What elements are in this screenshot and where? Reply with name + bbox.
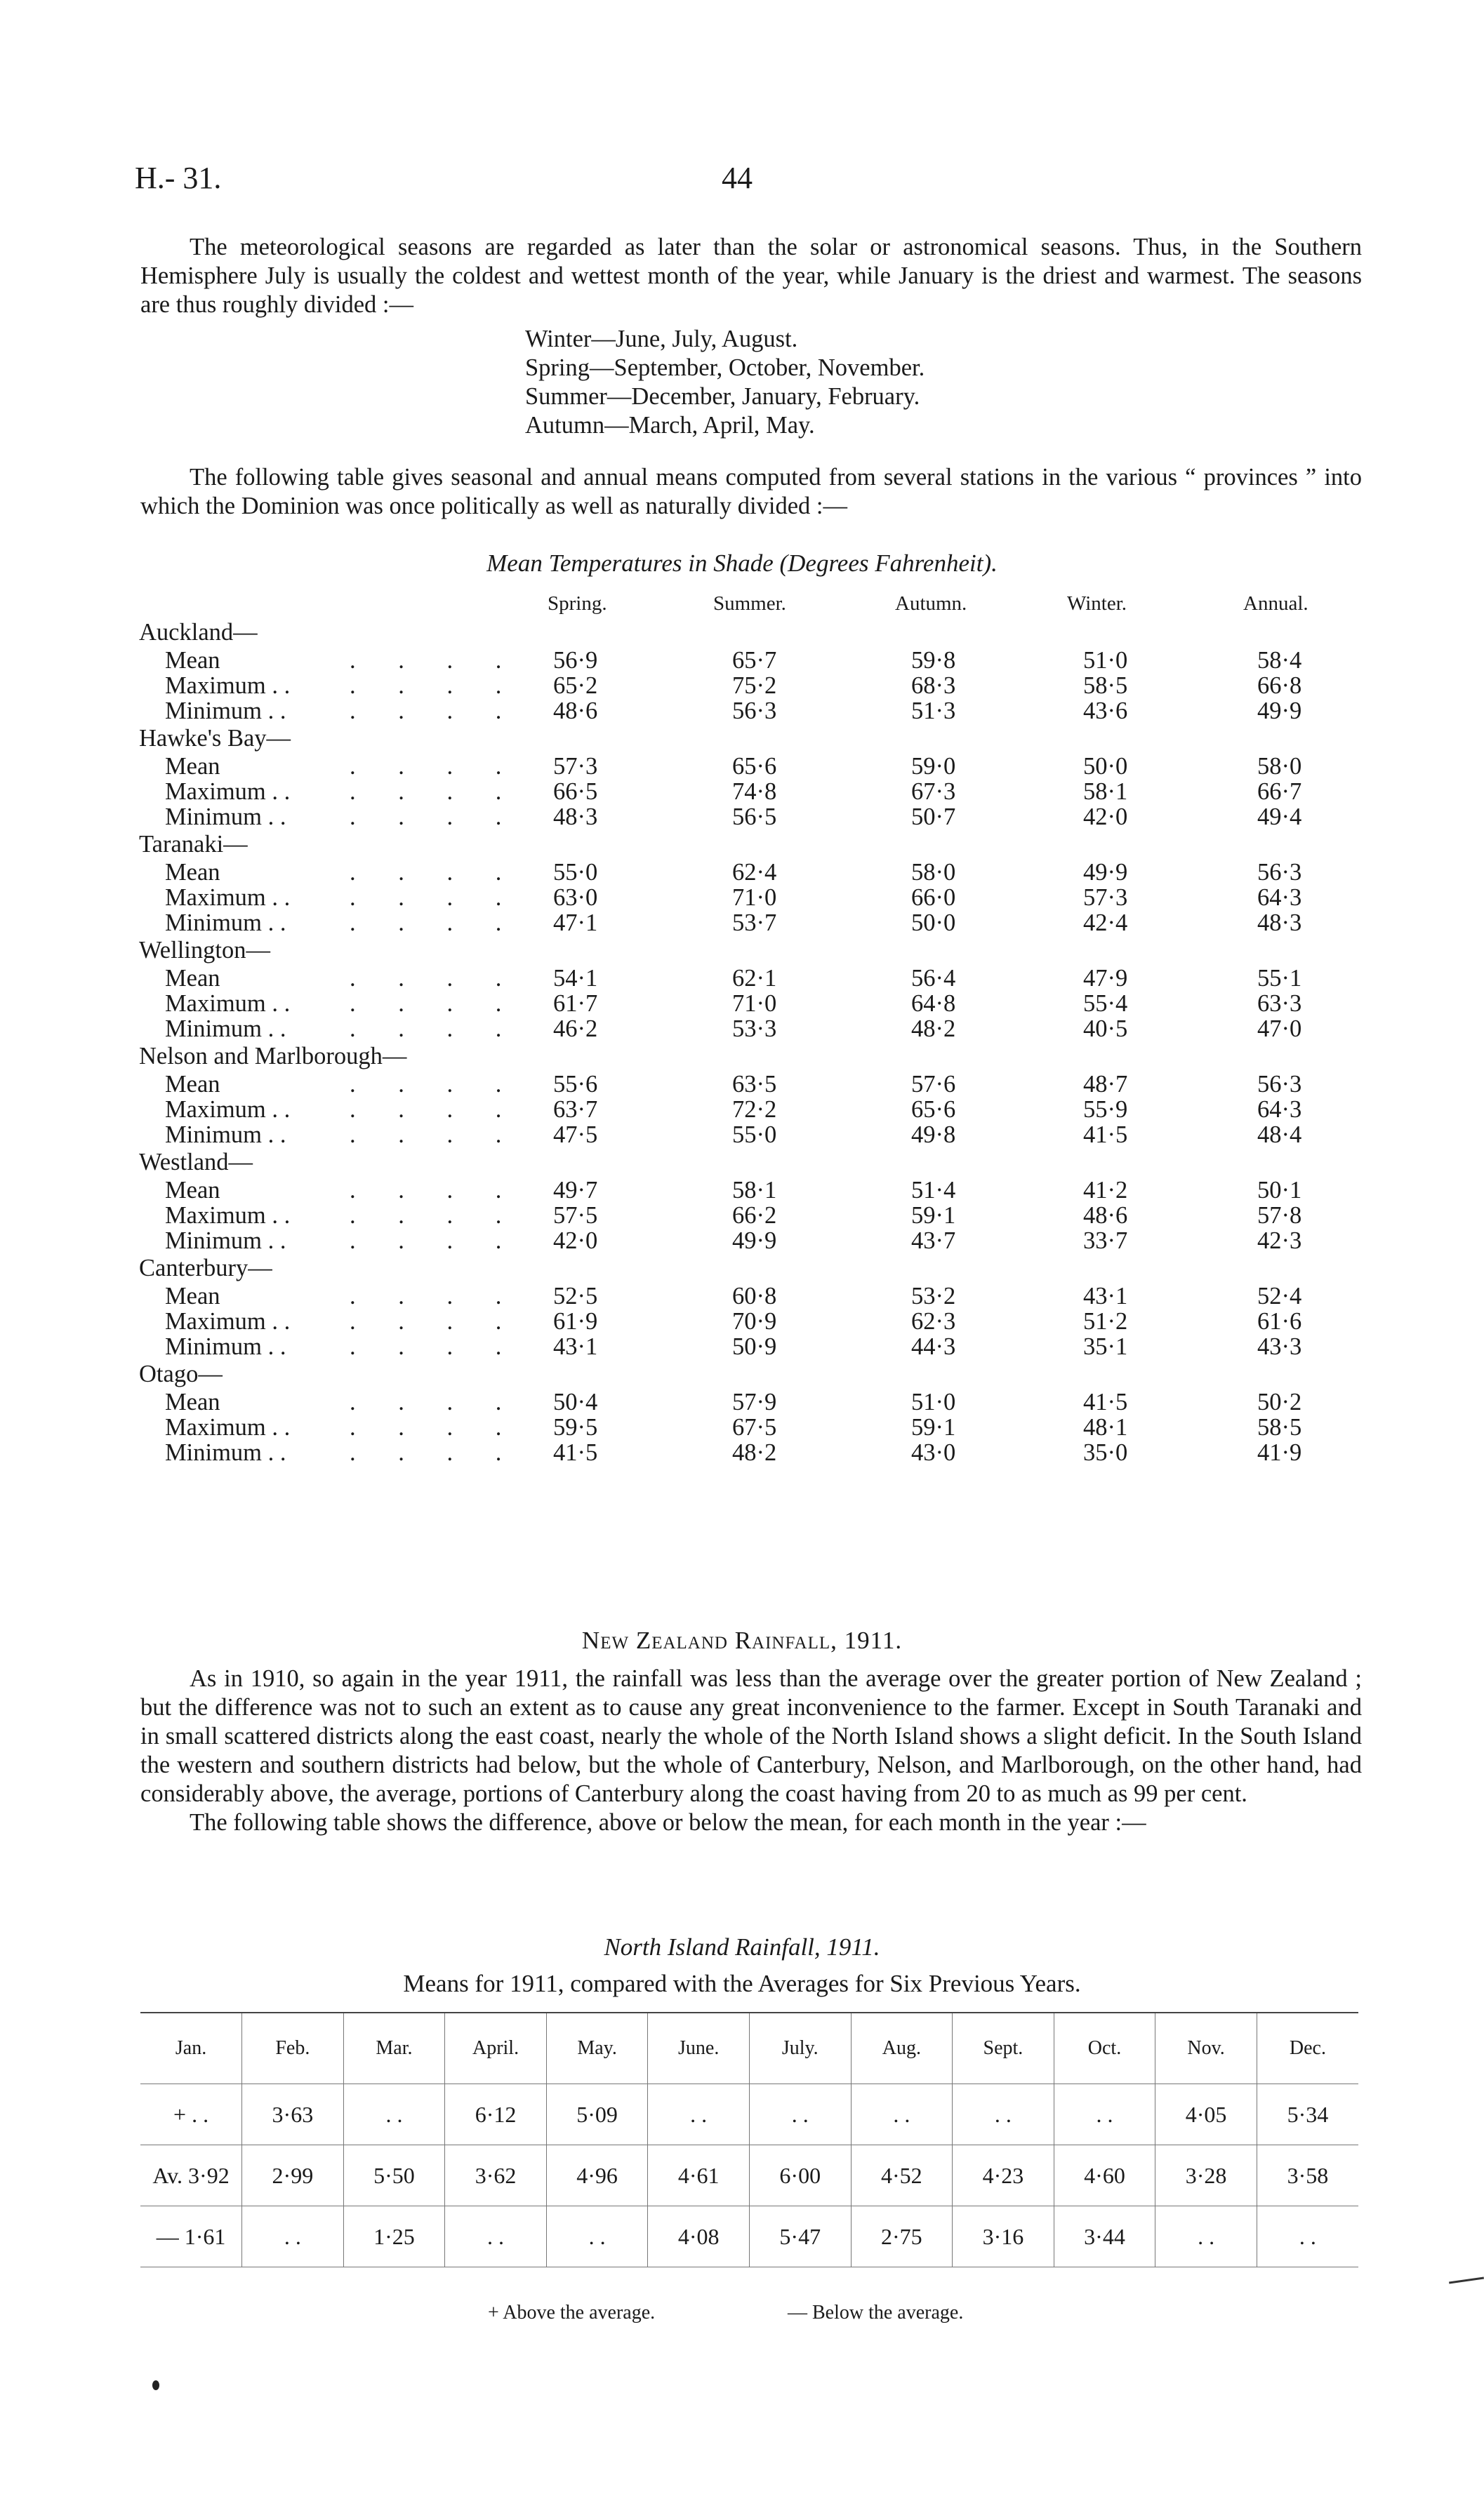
temperature-value: 53·2 — [911, 1283, 956, 1309]
row-label: Minimum . . — [165, 1439, 286, 1466]
temperature-value: 52·5 — [553, 1283, 598, 1309]
month-header: Aug. — [851, 2013, 953, 2084]
temperature-value: 57·9 — [732, 1389, 777, 1415]
region-name: Hawke's Bay— — [139, 725, 291, 752]
leader-dots: . . . . — [350, 909, 520, 936]
temperature-value: 46·2 — [553, 1015, 598, 1042]
col-annual: Annual. — [1243, 592, 1309, 615]
region-name: Otago— — [139, 1361, 223, 1387]
temperature-value: 47·1 — [553, 909, 598, 936]
temperature-table — [139, 589, 1374, 1465]
rain-table-subtitle: Means for 1911, compared with the Averages for Six Previous Years. — [403, 1970, 1081, 1997]
rainfall-value: . . — [343, 2084, 445, 2145]
rainfall-value: . . — [445, 2206, 547, 2267]
temperature-value: 56·3 — [1257, 859, 1302, 886]
temperature-value: 57·3 — [1083, 884, 1128, 911]
rainfall-value: 3·62 — [445, 2145, 547, 2206]
temperature-value: 51·3 — [911, 698, 956, 724]
region-name: Nelson and Marlborough— — [139, 1043, 407, 1069]
table-row — [139, 754, 1374, 779]
month-header: April. — [445, 2013, 547, 2084]
leader-dots: . . . . — [350, 1096, 520, 1123]
season-list — [525, 325, 925, 440]
temperature-value: 53·7 — [732, 909, 777, 936]
row-label: Maximum . . — [165, 1308, 291, 1335]
rainfall-value: 2·99 — [242, 2145, 344, 2206]
rainfall-value: . . — [648, 2084, 750, 2145]
temperature-value: 55·6 — [553, 1071, 598, 1098]
table-row — [139, 1072, 1374, 1097]
temperature-value: 50·0 — [911, 909, 956, 936]
table-row — [139, 673, 1374, 698]
region-name: Wellington— — [139, 937, 270, 964]
table-row — [139, 1440, 1374, 1465]
temperature-value: 63·3 — [1257, 990, 1302, 1017]
leader-dots: . . . . — [350, 990, 520, 1017]
leader-dots: . . . . — [350, 672, 520, 699]
temperature-value: 56·9 — [553, 647, 598, 674]
leader-dots: . . . . — [350, 884, 520, 911]
temperature-value: 48·2 — [732, 1439, 777, 1466]
rainfall-text: As in 1910, so again in the year 1911, the rainfall was less than the average over the greater portion of New Zealand ; but the difference was not to such an extent as to cause any great inconvenience to the farmer. Except in South Taranaki and in small scattered districts along the east coast, nearly the whole of the North Island shows a slight deficit. In the South Island the western and southern districts had below, but the whole of Canterbury, Nelson, and Marlborough, on the other hand, had considerably above, the average, portions of Canterbury along the coast having from 20 to as much as 99 per cent. — [140, 1665, 1362, 1807]
temperature-value: 57·5 — [553, 1202, 598, 1229]
region-name: Auckland— — [139, 619, 258, 646]
temperature-value: 65·6 — [732, 753, 777, 780]
page-number: 44 — [722, 161, 753, 195]
rainfall-value: 3·16 — [953, 2206, 1054, 2267]
leader-dots: . . . . — [350, 647, 520, 674]
temperature-value: 63·0 — [553, 884, 598, 911]
temperature-value: 65·6 — [911, 1096, 956, 1123]
rainfall-paragraph — [140, 1665, 1362, 1837]
temperature-value: 41·5 — [1083, 1389, 1128, 1415]
leader-dots: . . . . — [350, 1389, 520, 1415]
table-row — [139, 885, 1374, 910]
row-label: Minimum . . — [165, 1121, 286, 1148]
temperature-value: 61·6 — [1257, 1308, 1302, 1335]
rainfall-value: 4·60 — [1054, 2145, 1155, 2206]
temperature-value: 66·8 — [1257, 672, 1302, 699]
rainfall-value: 1·25 — [343, 2206, 445, 2267]
leader-dots: . . . . — [350, 1439, 520, 1466]
rainfall-value: 6·00 — [749, 2145, 851, 2206]
rainfall-value: 4·23 — [953, 2145, 1054, 2206]
rainfall-value: 5·09 — [546, 2084, 648, 2145]
table-row — [139, 1309, 1374, 1334]
table-row — [139, 779, 1374, 804]
temperature-value: 41·5 — [1083, 1121, 1128, 1148]
table-row — [139, 966, 1374, 991]
temperature-value: 48·4 — [1257, 1121, 1302, 1148]
season-winter: Winter—June, July, August. — [525, 326, 798, 352]
temperature-value: 48·6 — [553, 698, 598, 724]
rainfall-value: 5·50 — [343, 2145, 445, 2206]
month-header: June. — [648, 2013, 750, 2084]
temperature-value: 66·7 — [1257, 778, 1302, 805]
temperature-value: 72·2 — [732, 1096, 777, 1123]
temperature-value: 47·0 — [1257, 1015, 1302, 1042]
row-label: Maximum . . — [165, 778, 291, 805]
temperature-value: 64·8 — [911, 990, 956, 1017]
rainfall-value: 4·52 — [851, 2145, 953, 2206]
season-spring: Spring—September, October, November. — [525, 354, 925, 381]
legend-above: + Above the average. — [488, 2302, 656, 2324]
temperature-value: 43·0 — [911, 1439, 956, 1466]
temperature-value: 57·8 — [1257, 1202, 1302, 1229]
row-label: Mean — [165, 1283, 220, 1309]
temperature-value: 71·0 — [732, 990, 777, 1017]
intro-text: The meteorological seasons are regarded as later than the solar or astronomical seasons. Thus, in the Southern Hemisphere July is usually the coldest and wettest month of the year, while January is the driest and warmest. The seasons are thus roughly divided :— — [140, 234, 1362, 318]
temperature-value: 66·5 — [553, 778, 598, 805]
legend-below: — Below the average. — [788, 2302, 964, 2324]
temperature-value: 43·1 — [1083, 1283, 1128, 1309]
month-header: Oct. — [1054, 2013, 1155, 2084]
temperature-value: 55·0 — [553, 859, 598, 886]
region-name: Westland— — [139, 1149, 253, 1175]
row-label: Minimum . . — [165, 804, 286, 830]
temperature-value: 75·2 — [732, 672, 777, 699]
region-name: Taranaki— — [139, 831, 248, 858]
rainfall-value: 3·58 — [1257, 2145, 1358, 2206]
temperature-value: 63·7 — [553, 1096, 598, 1123]
temperature-value: 48·1 — [1083, 1414, 1128, 1441]
table-row — [139, 1178, 1374, 1203]
temperature-value: 51·2 — [1083, 1308, 1128, 1335]
month-header: Mar. — [343, 2013, 445, 2084]
temperature-value: 65·2 — [553, 672, 598, 699]
temperature-value: 58·1 — [732, 1177, 777, 1204]
row-label: Mean — [165, 859, 220, 886]
temperature-value: 47·9 — [1083, 965, 1128, 992]
row-label: Minimum . . — [165, 1015, 286, 1042]
leader-dots: . . . . — [350, 698, 520, 724]
temperature-value: 48·6 — [1083, 1202, 1128, 1229]
temperature-value: 66·2 — [732, 1202, 777, 1229]
row-label: Mean — [165, 1071, 220, 1098]
temperature-value: 63·5 — [732, 1071, 777, 1098]
temperature-value: 56·4 — [911, 965, 956, 992]
temperature-value: 66·0 — [911, 884, 956, 911]
rainfall-value: 4·61 — [648, 2145, 750, 2206]
rainfall-value: 3·28 — [1155, 2145, 1257, 2206]
table-row — [140, 2145, 1358, 2206]
temperature-value: 58·4 — [1257, 647, 1302, 674]
temperature-value: 55·1 — [1257, 965, 1302, 992]
temperature-value: 55·0 — [732, 1121, 777, 1148]
table-row — [139, 991, 1374, 1016]
table-row — [139, 1016, 1374, 1041]
table-intro-paragraph — [140, 463, 1362, 521]
temperature-value: 49·7 — [553, 1177, 598, 1204]
table-row — [139, 804, 1374, 829]
leader-dots: . . . . — [350, 1308, 520, 1335]
temperature-value: 52·4 — [1257, 1283, 1302, 1309]
temperature-value: 58·5 — [1083, 672, 1128, 699]
region-name: Canterbury— — [139, 1255, 272, 1281]
row-label: Mean — [165, 965, 220, 992]
table-row — [139, 1389, 1374, 1415]
season-autumn: Autumn—March, April, May. — [525, 412, 815, 439]
temperature-value: 41·5 — [553, 1439, 598, 1466]
month-header: July. — [749, 2013, 851, 2084]
temperature-value: 67·3 — [911, 778, 956, 805]
temperature-value: 51·0 — [911, 1389, 956, 1415]
leader-dots: . . . . — [350, 1177, 520, 1204]
temperature-value: 40·5 — [1083, 1015, 1128, 1042]
leader-dots: . . . . — [350, 1227, 520, 1254]
temperature-value: 56·3 — [1257, 1071, 1302, 1098]
leader-dots: . . . . — [350, 859, 520, 886]
temperature-value: 49·8 — [911, 1121, 956, 1148]
table-row — [139, 1097, 1374, 1122]
table-row — [140, 2084, 1358, 2145]
temperature-value: 42·3 — [1257, 1227, 1302, 1254]
rainfall-value: . . — [953, 2084, 1054, 2145]
table-row — [139, 1122, 1374, 1147]
rainfall-value: 3·63 — [242, 2084, 344, 2145]
leader-dots: . . . . — [350, 753, 520, 780]
rain-table-title: North Island Rainfall, 1911. — [604, 1933, 880, 1961]
temperature-value: 50·2 — [1257, 1389, 1302, 1415]
temperature-value: 42·0 — [553, 1227, 598, 1254]
temperature-value: 61·7 — [553, 990, 598, 1017]
table-row — [139, 860, 1374, 885]
temperature-value: 74·8 — [732, 778, 777, 805]
temperature-value: 41·9 — [1257, 1439, 1302, 1466]
rain-table-header — [140, 2013, 1358, 2084]
temperature-value: 51·0 — [1083, 647, 1128, 674]
leader-dots: . . . . — [350, 1333, 520, 1360]
temperature-value: 59·1 — [911, 1202, 956, 1229]
document-reference: H.- 31. — [135, 161, 222, 195]
row-label: Maximum . . — [165, 672, 291, 699]
rainfall-value: . . — [851, 2084, 953, 2145]
temperature-value: 35·1 — [1083, 1333, 1128, 1360]
temperature-value: 49·9 — [1083, 859, 1128, 886]
temperature-value: 49·9 — [1257, 698, 1302, 724]
rainfall-value: — 1·61 — [140, 2206, 242, 2267]
rainfall-value: . . — [242, 2206, 344, 2267]
temperature-value: 42·0 — [1083, 804, 1128, 830]
leader-dots: . . . . — [350, 965, 520, 992]
temperature-value: 43·6 — [1083, 698, 1128, 724]
table-row — [139, 1203, 1374, 1228]
rainfall-value: 6·12 — [445, 2084, 547, 2145]
row-label: Mean — [165, 1389, 220, 1415]
rainfall-value: . . — [1257, 2206, 1358, 2267]
temperature-value: 51·4 — [911, 1177, 956, 1204]
leader-dots: . . . . — [350, 1015, 520, 1042]
temperature-value: 67·5 — [732, 1414, 777, 1441]
rainfall-intro-text: The following table shows the difference, above or below the mean, for each month in the year :— — [190, 1809, 1146, 1836]
table-intro-text: The following table gives seasonal and annual means computed from several stations in the various “ provinces ” into which the Dominion was once politically as well as naturally divided :— — [140, 464, 1362, 519]
col-spring: Spring. — [548, 592, 607, 615]
row-label: Minimum . . — [165, 909, 286, 936]
temperature-value: 57·3 — [553, 753, 598, 780]
row-label: Maximum . . — [165, 1096, 291, 1123]
col-autumn: Autumn. — [895, 592, 967, 615]
row-label: Maximum . . — [165, 884, 291, 911]
temperature-value: 62·1 — [732, 965, 777, 992]
table-row — [140, 2206, 1358, 2267]
temperature-value: 48·7 — [1083, 1071, 1128, 1098]
leader-dots: . . . . — [350, 778, 520, 805]
temperature-value: 50·4 — [553, 1389, 598, 1415]
leader-dots: . . . . — [350, 1283, 520, 1309]
row-label: Mean — [165, 647, 220, 674]
temperature-value: 50·0 — [1083, 753, 1128, 780]
temperature-value: 48·2 — [911, 1015, 956, 1042]
rainfall-value: 4·96 — [546, 2145, 648, 2206]
temperature-value: 49·9 — [732, 1227, 777, 1254]
temperature-value: 61·9 — [553, 1308, 598, 1335]
leader-dots: . . . . — [350, 1121, 520, 1148]
temperature-value: 68·3 — [911, 672, 956, 699]
row-label: Minimum . . — [165, 698, 286, 724]
leader-dots: . . . . — [350, 1071, 520, 1098]
temperature-value: 62·4 — [732, 859, 777, 886]
temperature-value: 59·1 — [911, 1414, 956, 1441]
temperature-table-title: Mean Temperatures in Shade (Degrees Fahrenheit). — [486, 549, 998, 577]
temperature-value: 56·3 — [732, 698, 777, 724]
rainfall-value: . . — [546, 2206, 648, 2267]
rainfall-value: 3·44 — [1054, 2206, 1155, 2267]
rainfall-value: Av. 3·92 — [140, 2145, 242, 2206]
rainfall-value: 2·75 — [851, 2206, 953, 2267]
month-header: Dec. — [1257, 2013, 1358, 2084]
leader-dots: . . . . — [350, 1202, 520, 1229]
rainfall-value: + . . — [140, 2084, 242, 2145]
row-label: Minimum . . — [165, 1227, 286, 1254]
rainfall-value: 4·05 — [1155, 2084, 1257, 2145]
temperature-value: 48·3 — [1257, 909, 1302, 936]
stray-mark — [152, 2380, 159, 2390]
temperature-value: 58·5 — [1257, 1414, 1302, 1441]
rainfall-value: 4·08 — [648, 2206, 750, 2267]
table-row — [139, 1228, 1374, 1253]
temperature-value: 64·3 — [1257, 884, 1302, 911]
table-row — [139, 1284, 1374, 1309]
table-row — [139, 910, 1374, 935]
month-header: May. — [546, 2013, 648, 2084]
temperature-value: 50·7 — [911, 804, 956, 830]
temperature-value: 58·1 — [1083, 778, 1128, 805]
row-label: Minimum . . — [165, 1333, 286, 1360]
rainfall-heading: New Zealand Rainfall, 1911. — [581, 1627, 903, 1654]
temperature-value: 43·1 — [553, 1333, 598, 1360]
temperature-value: 42·4 — [1083, 909, 1128, 936]
row-label: Mean — [165, 753, 220, 780]
temperature-value: 54·1 — [553, 965, 598, 992]
temperature-value: 35·0 — [1083, 1439, 1128, 1466]
temperature-value: 55·4 — [1083, 990, 1128, 1017]
temperature-value: 48·3 — [553, 804, 598, 830]
temperature-value: 58·0 — [911, 859, 956, 886]
month-header: Nov. — [1155, 2013, 1257, 2084]
temperature-value: 57·6 — [911, 1071, 956, 1098]
temperature-value: 33·7 — [1083, 1227, 1128, 1254]
temperature-table-header — [139, 589, 1374, 618]
temperature-value: 60·8 — [732, 1283, 777, 1309]
season-summer: Summer—December, January, February. — [525, 383, 920, 410]
leader-dots: . . . . — [350, 1414, 520, 1441]
table-row — [139, 1334, 1374, 1359]
rainfall-value: 5·47 — [749, 2206, 851, 2267]
margin-mark — [1449, 2277, 1484, 2284]
temperature-value: 59·0 — [911, 753, 956, 780]
temperature-value: 64·3 — [1257, 1096, 1302, 1123]
temperature-value: 43·7 — [911, 1227, 956, 1254]
intro-paragraph — [140, 233, 1362, 319]
temperature-value: 58·0 — [1257, 753, 1302, 780]
row-label: Mean — [165, 1177, 220, 1204]
temperature-value: 50·1 — [1257, 1177, 1302, 1204]
rainfall-value: 5·34 — [1257, 2084, 1358, 2145]
temperature-value: 59·8 — [911, 647, 956, 674]
rainfall-table — [140, 2012, 1358, 2267]
table-row — [139, 648, 1374, 673]
row-label: Maximum . . — [165, 990, 291, 1017]
leader-dots: . . . . — [350, 804, 520, 830]
rainfall-value: . . — [1054, 2084, 1155, 2145]
month-header: Feb. — [242, 2013, 344, 2084]
table-row — [139, 698, 1374, 724]
col-summer: Summer. — [713, 592, 786, 615]
temperature-value: 41·2 — [1083, 1177, 1128, 1204]
temperature-value: 71·0 — [732, 884, 777, 911]
row-label: Maximum . . — [165, 1202, 291, 1229]
temperature-value: 59·5 — [553, 1414, 598, 1441]
rainfall-value: . . — [749, 2084, 851, 2145]
temperature-value: 47·5 — [553, 1121, 598, 1148]
col-winter: Winter. — [1067, 592, 1127, 615]
table-row — [139, 1415, 1374, 1440]
month-header: Sept. — [953, 2013, 1054, 2084]
temperature-value: 65·7 — [732, 647, 777, 674]
temperature-value: 49·4 — [1257, 804, 1302, 830]
temperature-value: 55·9 — [1083, 1096, 1128, 1123]
temperature-value: 53·3 — [732, 1015, 777, 1042]
temperature-value: 70·9 — [732, 1308, 777, 1335]
month-header: Jan. — [140, 2013, 242, 2084]
temperature-value: 50·9 — [732, 1333, 777, 1360]
temperature-table-body — [139, 618, 1374, 1465]
temperature-value: 56·5 — [732, 804, 777, 830]
row-label: Maximum . . — [165, 1414, 291, 1441]
temperature-value: 62·3 — [911, 1308, 956, 1335]
temperature-value: 44·3 — [911, 1333, 956, 1360]
rainfall-value: . . — [1155, 2206, 1257, 2267]
temperature-value: 43·3 — [1257, 1333, 1302, 1360]
